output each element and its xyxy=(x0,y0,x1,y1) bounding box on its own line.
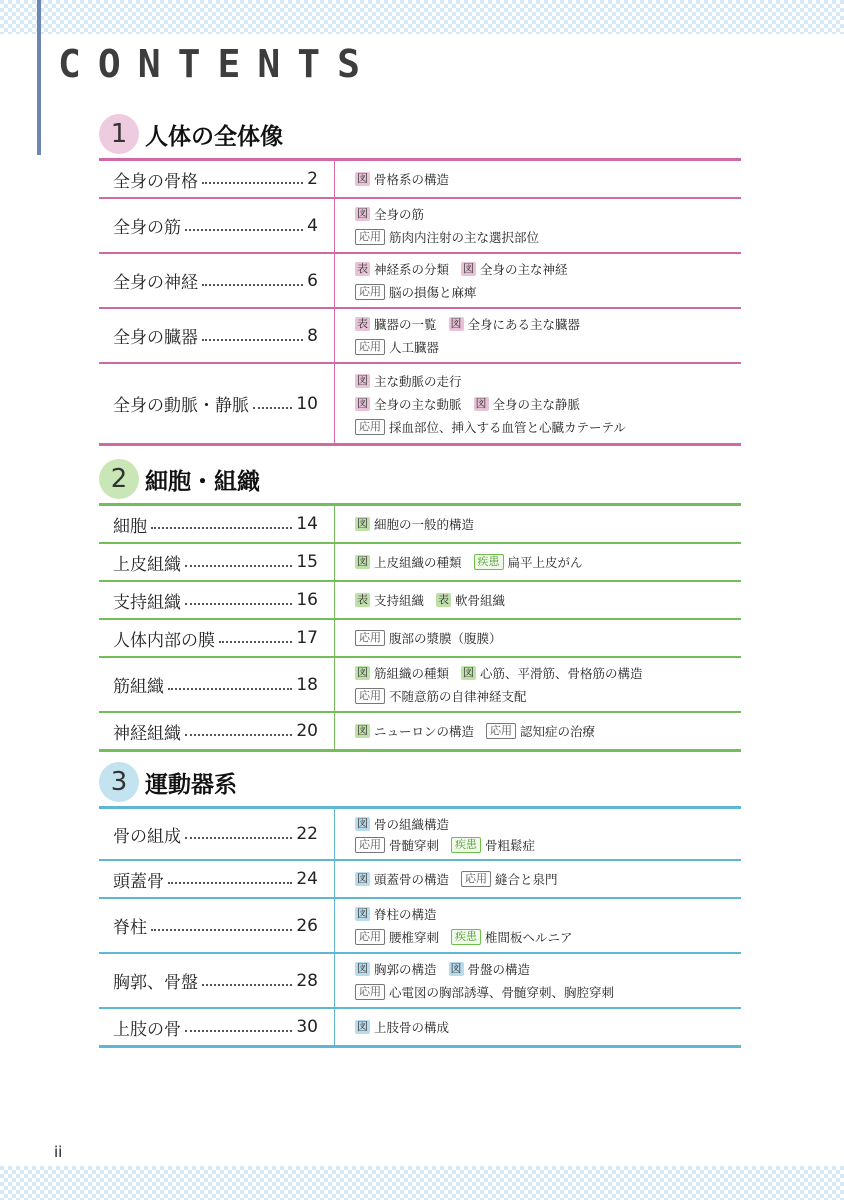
subtopic-type-badge: 応用 xyxy=(355,419,385,435)
section-header xyxy=(99,762,741,806)
toc-entry[interactable] xyxy=(99,161,335,197)
toc-entry[interactable] xyxy=(99,1009,335,1045)
entry-subtopics xyxy=(335,658,741,711)
subtopic-line xyxy=(355,720,741,743)
subtopic-type-badge: 応用 xyxy=(355,284,385,300)
subtopic-type-badge: 図 xyxy=(463,262,475,276)
subtopic-line xyxy=(355,981,741,1004)
subtopic-item[interactable] xyxy=(355,283,477,301)
subtopic-text: 骨髄穿刺 xyxy=(389,837,440,853)
entry-title: 全身の神経 xyxy=(113,273,198,293)
subtopic-item[interactable] xyxy=(355,722,474,740)
subtopic-text: 脊柱の構造 xyxy=(374,907,437,923)
entry-title: 支持組織 xyxy=(113,592,181,613)
subtopic-line xyxy=(355,1016,741,1039)
subtopic-item[interactable] xyxy=(355,870,449,888)
subtopic-text: 脳の損傷と麻痺 xyxy=(389,284,477,300)
subtopic-type-badge: 応用 xyxy=(355,984,385,1000)
subtopic-type-badge: 表 xyxy=(438,593,450,606)
subtopic-item[interactable] xyxy=(355,372,462,390)
entry-subtopics xyxy=(335,899,741,952)
dot-leader xyxy=(185,734,292,736)
subtopic-item[interactable] xyxy=(355,928,439,946)
subtopic-item[interactable] xyxy=(355,836,439,854)
subtopic-line xyxy=(355,513,741,536)
dot-leader xyxy=(168,688,292,690)
subtopic-type-badge: 応用 xyxy=(355,630,385,646)
entry-subtopics xyxy=(335,809,741,859)
subtopic-item[interactable] xyxy=(449,960,531,978)
subtopic-type-badge: 表 xyxy=(357,593,368,606)
subtopic-text: 腹部の漿膜（腹膜） xyxy=(389,631,502,646)
page-title: CONTENTS xyxy=(58,42,378,86)
subtopic-text: 全身の主な神経 xyxy=(480,262,568,278)
subtopic-text: 心筋、平滑筋、骨格筋の構造 xyxy=(480,666,643,682)
toc-entry[interactable] xyxy=(99,254,335,307)
subtopic-item[interactable] xyxy=(355,815,449,833)
dot-leader xyxy=(151,527,292,529)
toc-entry[interactable] xyxy=(99,861,335,897)
entry-page-number: 14 xyxy=(296,514,318,534)
subtopic-line xyxy=(355,813,741,834)
entry-page-number: 22 xyxy=(296,824,318,844)
subtopic-text: 上皮組織の種類 xyxy=(374,555,462,570)
subtopic-text: 心電図の胸部誘導、骨髄穿刺、胸腔穿刺 xyxy=(389,984,615,1000)
left-accent-bar xyxy=(37,0,41,155)
subtopic-type-badge: 図 xyxy=(357,517,368,530)
toc-entry[interactable] xyxy=(99,899,335,952)
toc-row[interactable] xyxy=(99,544,741,582)
subtopic-type-badge: 応用 xyxy=(355,929,385,945)
entry-page-number: 18 xyxy=(296,674,318,695)
entry-subtopics xyxy=(335,309,741,362)
toc-entry[interactable] xyxy=(99,309,335,362)
subtopic-type-badge: 応用 xyxy=(355,339,385,355)
dot-leader xyxy=(185,1030,292,1032)
toc-entry[interactable] xyxy=(99,544,335,580)
dot-leader xyxy=(219,641,292,643)
subtopic-type-badge: 図 xyxy=(357,555,368,568)
section-header xyxy=(99,459,741,503)
subtopic-text: 筋組織の種類 xyxy=(374,666,450,682)
subtopic-type-badge: 図 xyxy=(357,724,368,737)
subtopic-line xyxy=(355,258,741,281)
subtopic-item[interactable] xyxy=(355,418,626,436)
subtopic-type-badge: 疾患 xyxy=(451,837,481,853)
entry-page-number: 8 xyxy=(307,325,318,346)
subtopic-type-badge: 図 xyxy=(357,373,368,387)
entry-title: 全身の臓器 xyxy=(113,328,198,348)
subtopic-item[interactable] xyxy=(355,395,462,413)
subtopic-line xyxy=(355,551,741,574)
dot-leader xyxy=(202,339,303,341)
dot-leader xyxy=(253,407,292,409)
subtopic-item[interactable] xyxy=(355,591,424,609)
subtopic-text: 全身の主な静脈 xyxy=(492,396,581,412)
entry-page-number: 30 xyxy=(296,1017,318,1037)
subtopic-type-badge: 表 xyxy=(357,317,368,331)
subtopic-type-badge: 図 xyxy=(357,207,368,221)
toc-entry[interactable] xyxy=(99,809,335,859)
entry-page-number: 26 xyxy=(296,915,318,936)
toc-row[interactable] xyxy=(99,899,741,954)
subtopic-item[interactable] xyxy=(474,395,581,413)
subtopic-text: 細胞の一般的構造 xyxy=(374,517,475,532)
subtopic-type-badge: 図 xyxy=(450,962,462,976)
dot-leader xyxy=(202,182,303,184)
subtopic-line xyxy=(355,313,741,336)
section-title: 細胞・組織 xyxy=(145,469,260,495)
entry-subtopics xyxy=(335,861,741,897)
subtopic-text: 腰椎穿刺 xyxy=(389,929,440,945)
section-number: 1 xyxy=(99,114,139,154)
subtopic-item[interactable] xyxy=(451,836,535,854)
subtopic-item[interactable] xyxy=(355,629,502,647)
entry-page-number: 16 xyxy=(296,590,318,610)
subtopic-line xyxy=(355,662,741,685)
subtopic-text: 骨盤の構造 xyxy=(467,962,531,978)
subtopic-type-badge: 図 xyxy=(357,816,368,830)
subtopic-item[interactable] xyxy=(355,960,437,978)
section-number: 3 xyxy=(99,762,139,802)
subtopic-text: 縫合と泉門 xyxy=(495,872,558,887)
subtopic-type-badge: 応用 xyxy=(355,688,385,704)
toc-entry[interactable] xyxy=(99,954,335,1007)
dot-leader xyxy=(185,229,303,231)
toc-entry[interactable] xyxy=(99,713,335,749)
subtopic-text: ニューロンの構造 xyxy=(374,724,475,739)
subtopic-line xyxy=(355,369,741,392)
entry-page-number: 28 xyxy=(296,970,318,991)
page-number: ii xyxy=(54,1143,63,1161)
subtopic-line xyxy=(355,627,741,650)
subtopic-text: 骨粗鬆症 xyxy=(485,837,536,853)
subtopic-text: 臓器の一覧 xyxy=(374,317,437,333)
entry-title: 筋組織 xyxy=(113,677,164,697)
entry-subtopics xyxy=(335,954,741,1007)
entry-title: 全身の筋 xyxy=(113,218,181,238)
subtopic-type-badge: 疾患 xyxy=(474,554,504,570)
subtopic-line xyxy=(355,226,741,249)
section-2 xyxy=(99,459,741,752)
entry-title: 全身の骨格 xyxy=(113,171,198,192)
subtopic-line xyxy=(355,903,741,926)
subtopic-type-badge: 疾患 xyxy=(451,929,481,945)
subtopic-item[interactable] xyxy=(355,664,449,682)
subtopic-item[interactable] xyxy=(451,928,573,946)
subtopic-item[interactable] xyxy=(355,338,439,356)
entry-page-number: 17 xyxy=(296,628,318,648)
toc-entry[interactable] xyxy=(99,658,335,711)
subtopic-type-badge: 図 xyxy=(357,666,368,680)
entry-title: 胸郭、骨盤 xyxy=(113,973,198,993)
toc-entry[interactable] xyxy=(99,506,335,542)
bottom-pattern-band xyxy=(0,1166,844,1200)
dot-leader xyxy=(151,929,292,931)
subtopic-text: 筋肉内注射の主な選択部位 xyxy=(389,229,540,245)
toc-row[interactable] xyxy=(99,582,741,620)
subtopic-line xyxy=(355,203,741,226)
dot-leader xyxy=(185,603,292,605)
entry-subtopics xyxy=(335,161,741,197)
subtopic-item[interactable] xyxy=(461,260,568,278)
section-title: 人体の全体像 xyxy=(145,124,283,150)
subtopic-text: 頭蓋骨の構造 xyxy=(374,872,450,887)
subtopic-type-badge: 図 xyxy=(357,1020,368,1033)
toc-row[interactable] xyxy=(99,954,741,1009)
entry-subtopics xyxy=(335,544,741,580)
subtopic-item[interactable] xyxy=(355,260,449,278)
subtopic-item[interactable] xyxy=(355,515,474,533)
section-number: 2 xyxy=(99,459,139,499)
subtopic-type-badge: 図 xyxy=(357,907,368,921)
entry-title: 脊柱 xyxy=(113,918,147,938)
section-title: 運動器系 xyxy=(145,772,237,798)
subtopic-line xyxy=(355,392,741,415)
subtopic-item[interactable] xyxy=(355,170,449,188)
toc-row[interactable] xyxy=(99,620,741,658)
subtopic-item[interactable] xyxy=(486,722,595,740)
entry-page-number: 10 xyxy=(296,393,318,414)
section-1 xyxy=(99,114,741,446)
subtopic-text: 全身の筋 xyxy=(374,207,425,223)
subtopic-type-badge: 応用 xyxy=(486,723,516,739)
dot-leader xyxy=(202,984,292,986)
subtopic-text: 主な動脈の走行 xyxy=(374,373,462,389)
dot-leader xyxy=(202,284,303,286)
subtopic-line xyxy=(355,415,741,438)
subtopic-item[interactable] xyxy=(355,983,614,1001)
toc-row[interactable] xyxy=(99,506,741,544)
subtopic-text: 全身にある主な臓器 xyxy=(467,317,581,333)
subtopic-type-badge: 図 xyxy=(357,872,368,885)
subtopic-text: 上肢骨の構成 xyxy=(374,1020,450,1035)
subtopic-line xyxy=(355,336,741,359)
entry-title: 上肢の骨 xyxy=(113,1019,181,1040)
entry-page-number: 4 xyxy=(307,215,318,236)
toc-entry[interactable] xyxy=(99,364,335,443)
subtopic-item[interactable] xyxy=(436,591,505,609)
subtopic-item[interactable] xyxy=(355,1018,449,1036)
subtopic-item[interactable] xyxy=(355,553,462,571)
toc-row[interactable] xyxy=(99,364,741,446)
toc-entry[interactable] xyxy=(99,582,335,618)
subtopic-line xyxy=(355,926,741,949)
subtopic-item[interactable] xyxy=(449,315,581,333)
section-3 xyxy=(99,762,741,1048)
entry-page-number: 24 xyxy=(296,869,318,889)
toc-entry[interactable] xyxy=(99,199,335,252)
entry-title: 上皮組織 xyxy=(113,554,181,575)
toc-row[interactable] xyxy=(99,254,741,309)
subtopic-line xyxy=(355,685,741,708)
subtopic-type-badge: 応用 xyxy=(461,871,491,887)
entry-page-number: 15 xyxy=(296,552,318,572)
entry-subtopics xyxy=(335,1009,741,1045)
subtopic-text: 神経系の分類 xyxy=(374,262,450,278)
subtopic-text: 骨の組織構造 xyxy=(374,816,450,832)
subtopic-text: 骨格系の構造 xyxy=(374,172,450,187)
entry-page-number: 2 xyxy=(307,169,318,189)
entry-title: 神経組織 xyxy=(113,723,181,744)
toc-row[interactable] xyxy=(99,309,741,364)
subtopic-text: 採血部位、挿入する血管と心臓カテーテル xyxy=(389,419,626,435)
subtopic-item[interactable] xyxy=(355,228,539,246)
subtopic-text: 軟骨組織 xyxy=(455,593,506,608)
toc-row[interactable] xyxy=(99,161,741,199)
entry-subtopics xyxy=(335,199,741,252)
subtopic-type-badge: 応用 xyxy=(355,837,385,853)
entry-subtopics xyxy=(335,620,741,656)
subtopic-item[interactable] xyxy=(355,905,437,923)
entry-page-number: 6 xyxy=(307,270,318,291)
toc-row[interactable] xyxy=(99,658,741,713)
toc-row[interactable] xyxy=(99,809,741,861)
subtopic-type-badge: 図 xyxy=(463,666,475,680)
toc-entry[interactable] xyxy=(99,620,335,656)
subtopic-type-badge: 応用 xyxy=(355,229,385,245)
entry-subtopics xyxy=(335,364,741,443)
subtopic-text: 扁平上皮がん xyxy=(507,555,583,570)
entry-title: 骨の組成 xyxy=(113,826,181,847)
toc-row[interactable] xyxy=(99,199,741,254)
subtopic-item[interactable] xyxy=(461,664,643,682)
subtopic-line xyxy=(355,168,741,191)
dot-leader xyxy=(185,565,292,567)
dot-leader xyxy=(168,882,292,884)
subtopic-line xyxy=(355,589,741,612)
top-pattern-band xyxy=(0,0,844,34)
subtopic-item[interactable] xyxy=(355,315,437,333)
entry-title: 頭蓋骨 xyxy=(113,871,164,892)
subtopic-type-badge: 図 xyxy=(450,317,462,331)
subtopic-type-badge: 図 xyxy=(357,962,368,976)
subtopic-text: 胸郭の構造 xyxy=(374,962,437,978)
subtopic-line xyxy=(355,868,741,891)
subtopic-type-badge: 表 xyxy=(357,262,368,276)
dot-leader xyxy=(185,837,292,839)
subtopic-item[interactable] xyxy=(461,870,558,888)
subtopic-item[interactable] xyxy=(355,687,527,705)
subtopic-text: 認知症の治療 xyxy=(520,724,596,739)
subtopic-line xyxy=(355,958,741,981)
entry-subtopics xyxy=(335,713,741,749)
subtopic-type-badge: 図 xyxy=(357,396,368,410)
entry-title: 全身の動脈・静脈 xyxy=(113,396,249,416)
subtopic-text: 全身の主な動脈 xyxy=(374,396,462,412)
subtopic-text: 支持組織 xyxy=(374,593,425,608)
section-header xyxy=(99,114,741,158)
subtopic-text: 人工臓器 xyxy=(389,339,440,355)
entry-subtopics xyxy=(335,582,741,618)
subtopic-line xyxy=(355,834,741,855)
subtopic-type-badge: 図 xyxy=(475,396,487,410)
entry-page-number: 20 xyxy=(296,721,318,741)
subtopic-text: 不随意筋の自律神経支配 xyxy=(389,688,527,704)
subtopic-item[interactable] xyxy=(355,205,424,223)
subtopic-item[interactable] xyxy=(474,553,583,571)
entry-title: 細胞 xyxy=(113,516,147,537)
entry-title: 人体内部の膜 xyxy=(113,630,215,651)
toc-row[interactable] xyxy=(99,1009,741,1048)
toc-row[interactable] xyxy=(99,861,741,899)
subtopic-line xyxy=(355,281,741,304)
subtopic-text: 椎間板ヘルニア xyxy=(485,929,573,945)
subtopic-type-badge: 図 xyxy=(357,172,368,185)
toc-row[interactable] xyxy=(99,713,741,752)
entry-subtopics xyxy=(335,254,741,307)
entry-subtopics xyxy=(335,506,741,542)
